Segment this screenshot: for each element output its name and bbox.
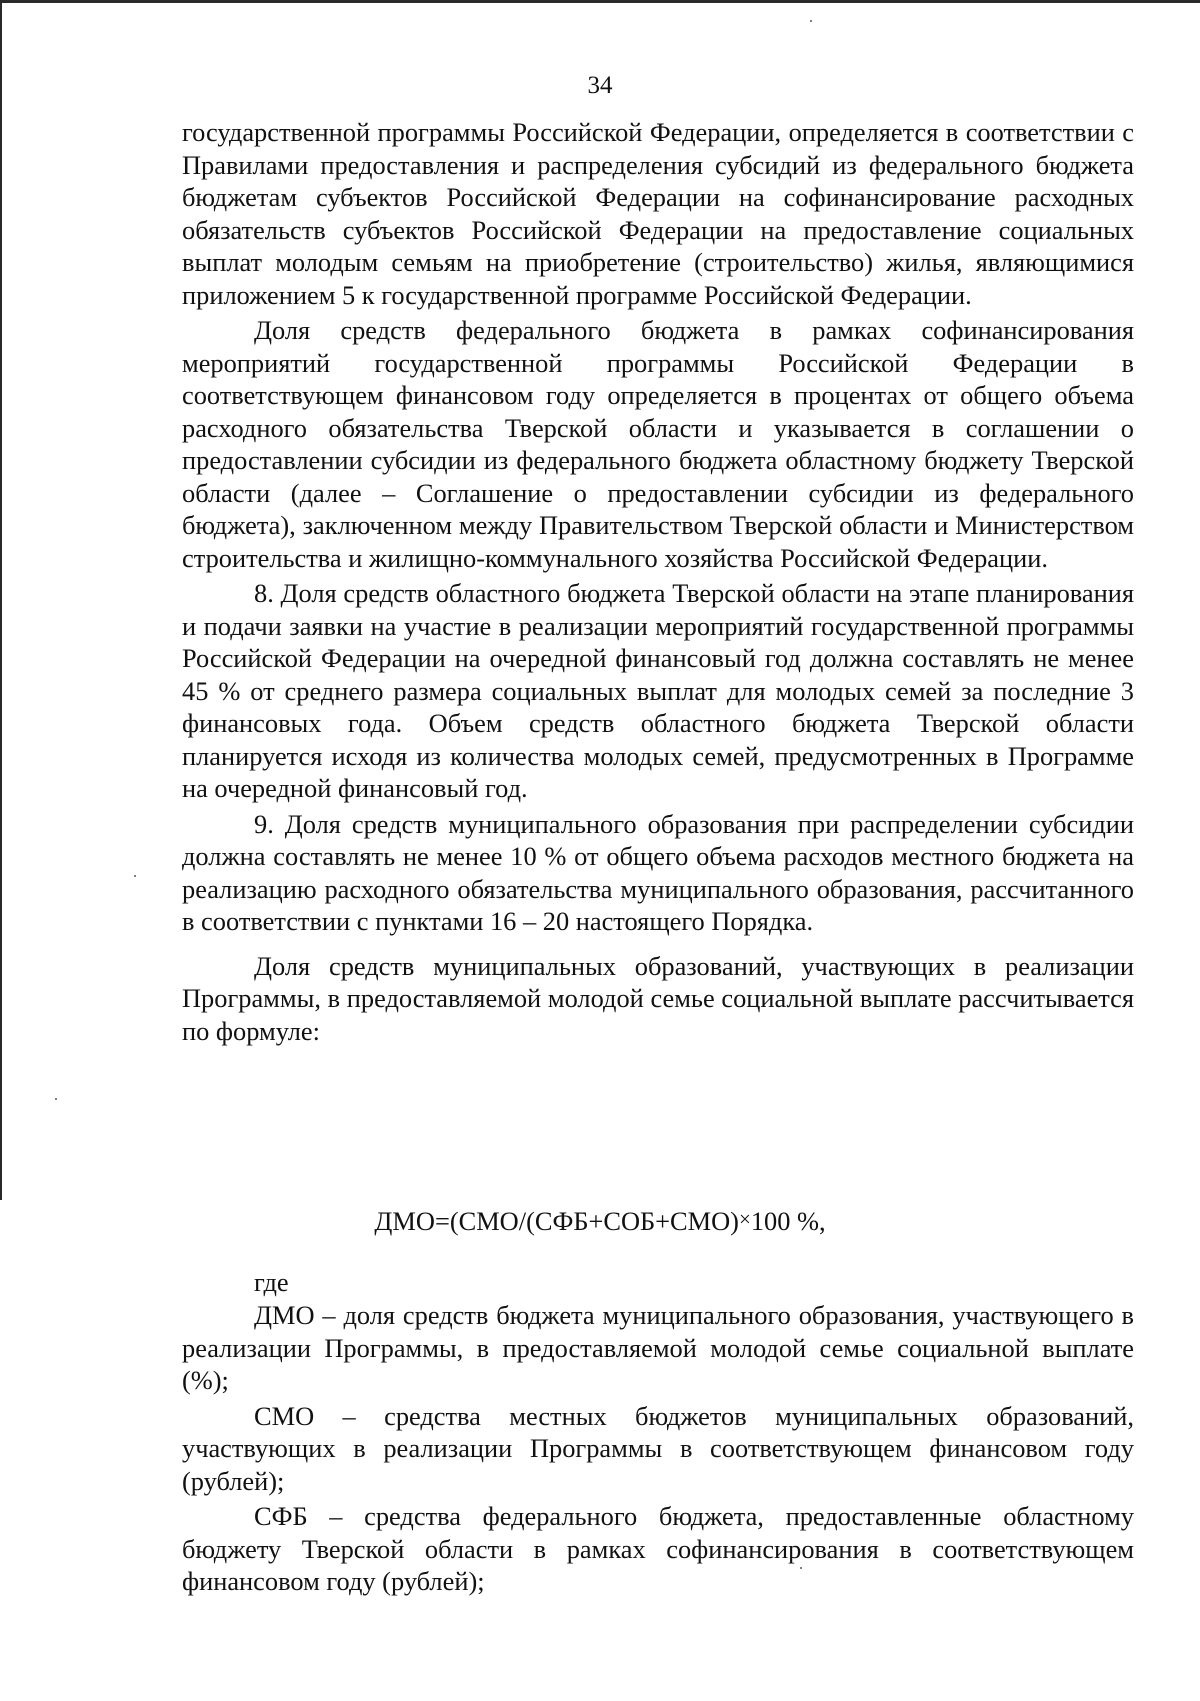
paragraph-item-8: 8. Доля средств областного бюджета Тверской области на этапе планирования и подачи заявки на участие в реализации мероприятий государственной программы Российской Федерации на очередной финансовый год должна составлять не менее 45 % от среднего размера социальных выплат для молодых семей за последние 3 финансовых года. Объем средств областного бюджета Тверской области планируется исходя из количества молодых семей, предусмотренных в Программе на очередной финансовый год. bbox=[182, 578, 1134, 803]
page-number: 34 bbox=[587, 72, 613, 99]
scan-top-edge bbox=[0, 0, 1200, 3]
definition-dmo: ДМО – доля средств бюджета муниципального образования, участвующего в реализации Программы, в предоставляемой молодой семье социальной выплате (%); bbox=[182, 1300, 1134, 1395]
where-label: где bbox=[254, 1267, 289, 1297]
definition-smo: СМО – средства местных бюджетов муниципальных образований, участвующих в реализации Программы в соответствующем финансовом году (рублей); bbox=[182, 1400, 1134, 1496]
paragraph-federal-share: Доля средств федерального бюджета в рамках софинансирования мероприятий государственной программы Российской Федерации в соответствующем финансовом году определяется в процентах от общего объема расходного обязательства Тверской области и указывается в соглашении о предоставлении субсидии из федерального бюджета областному бюджету Тверской области (далее – Соглашение о предоставлении субсидии из федерального бюджета), заключенном между Правительством Тверской области и Министерством строительства и жилищно-коммунального хозяйства Российской Федерации. bbox=[182, 315, 1134, 573]
scan-speck bbox=[55, 1098, 57, 1100]
paragraph-item-9: 9. Доля средств муниципального образования при распределении субсидии должна составлять не менее 10 % от общего объема расходов местного бюджета на реализацию расходного обязательства муниципального образования, рассчитанного в соответствии с пунктами 16 – 20 настоящего Порядка. bbox=[182, 808, 1134, 936]
formula-times-sign: × bbox=[738, 1207, 751, 1231]
scan-speck bbox=[810, 20, 812, 22]
formula-right: 100 %, bbox=[750, 1206, 826, 1236]
formula bbox=[0, 1203, 1200, 1237]
body-text bbox=[182, 116, 1134, 1050]
definition-sfb: СФБ – средства федерального бюджета, предоставленные областному бюджету Тверской области в рамках софинансирования в соответствующем финансовом году (рублей); bbox=[182, 1501, 1134, 1596]
formula-left: ДМО=(СМО/(СФБ+СОБ+СМО) bbox=[374, 1206, 739, 1236]
scan-left-edge bbox=[0, 0, 2, 1200]
definitions bbox=[182, 1299, 1134, 1601]
paragraph-formula-intro: Доля средств муниципальных образований, участвующих в реализации Программы, в предоставляемой молодой семье социальной выплате рассчитывается по формуле: bbox=[182, 950, 1134, 1046]
paragraph-continuation: государственной программы Российской Федерации, определяется в соответствии с Правилами предоставления и распределения субсидий из федерального бюджета бюджетам субъектов Российской Федерации на софинансирование расходных обязательств субъектов Российской Федерации на предоставление социальных выплат молодым семьям на приобретение (строительство) жилья, являющимися приложением 5 к государственной программе Российской Федерации. bbox=[182, 117, 1134, 310]
scan-speck bbox=[134, 875, 136, 877]
